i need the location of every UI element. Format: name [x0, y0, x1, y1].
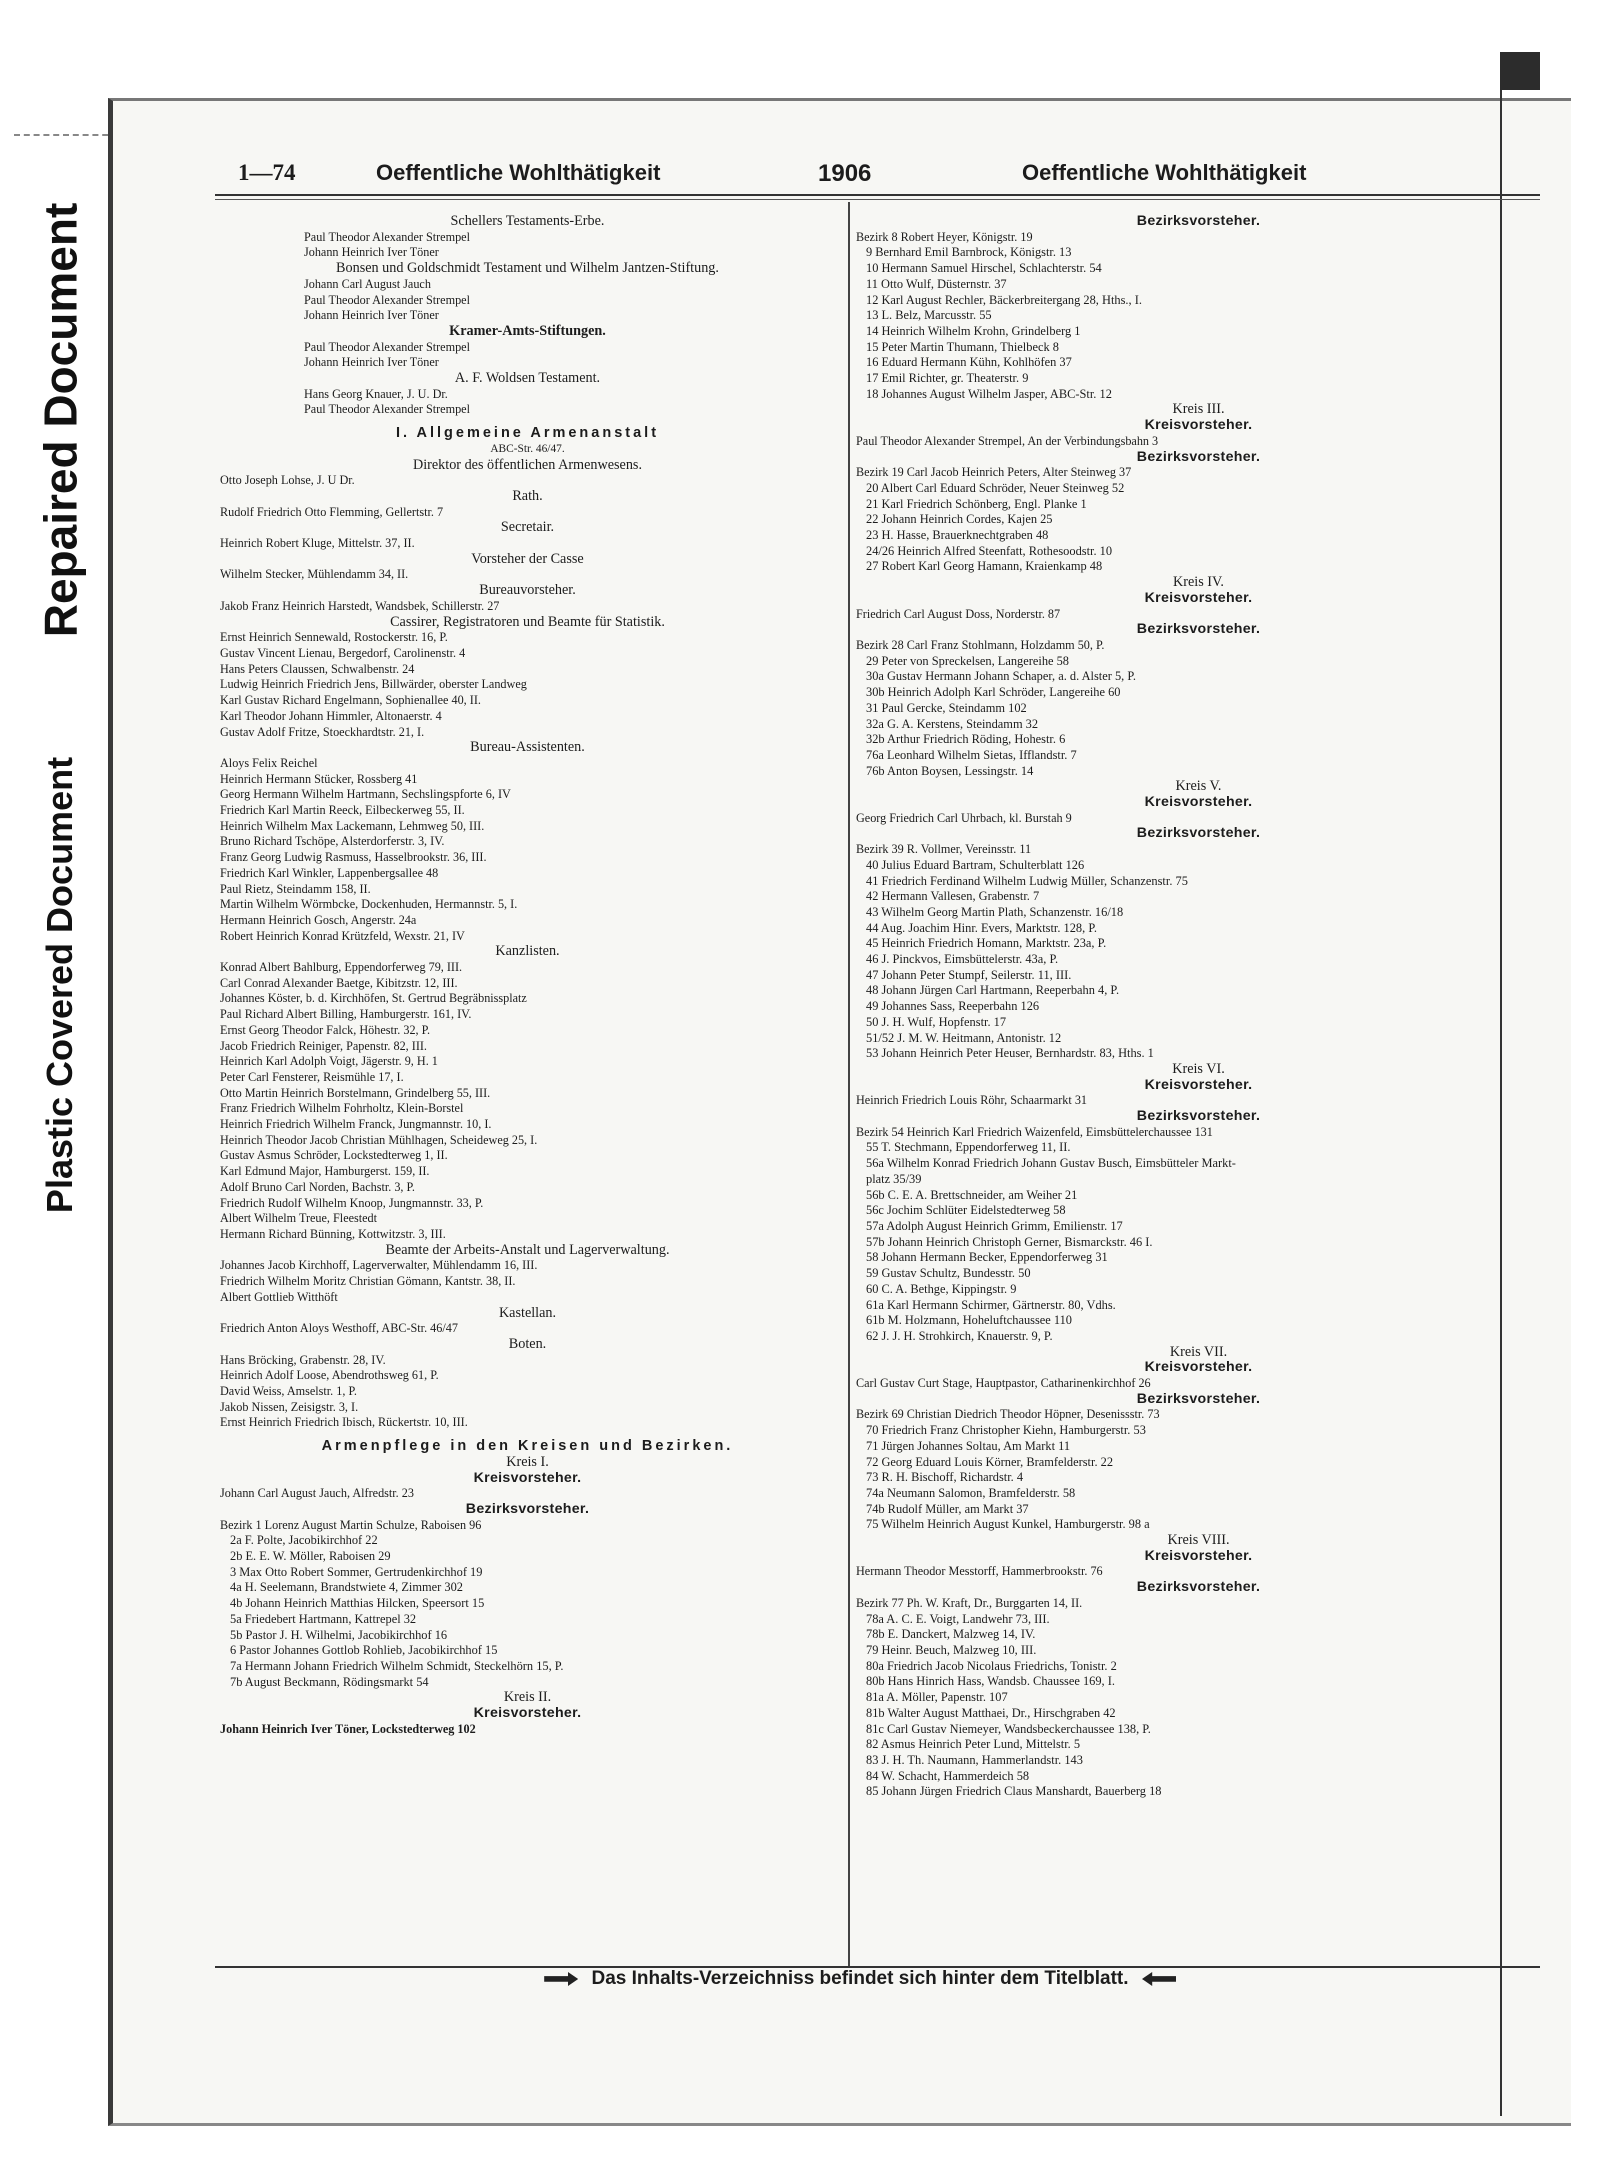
list-entry: 7b August Beckmann, Rödingsmarkt 54 — [230, 1674, 429, 1689]
list-entry: Hermann Theodor Messtorff, Hammerbrookstr. 76 — [856, 1564, 1103, 1579]
list-entry: 16 Eduard Hermann Kühn, Kohlhöfen 37 — [866, 355, 1072, 370]
list-entry: 12 Karl August Rechler, Bäckerbreitergang 28, Hths., I. — [866, 292, 1142, 307]
section-heading: Kreis V. — [1175, 779, 1222, 795]
list-entry: Heinrich Theodor Jacob Christian Mühlhagen, Scheideweg 25, I. — [220, 1132, 538, 1147]
list-entry: Karl Theodor Johann Himmler, Altonaerstr. 4 — [220, 708, 442, 723]
dashed-edge-line — [14, 134, 118, 136]
list-entry: Paul Theodor Alexander Strempel — [304, 229, 470, 244]
section-heading: Kreis VII. — [1169, 1344, 1228, 1360]
list-entry: Johann Heinrich Iver Töner — [304, 245, 439, 260]
section-heading: Bezirksvorsteher. — [1136, 1580, 1261, 1596]
list-entry: Friedrich Rudolf Wilhelm Knoop, Jungmannstr. 33, P. — [220, 1195, 484, 1210]
section-heading: Direktor des öffentlichen Armenwesens. — [412, 457, 643, 473]
list-entry: 4a H. Seelemann, Brandstwiete 4, Zimmer 302 — [230, 1580, 463, 1595]
section-heading: Boten. — [508, 1336, 547, 1352]
list-entry: Georg Hermann Wilhelm Hartmann, Sechslingspforte 6, IV — [220, 787, 511, 802]
section-heading: Kastellan. — [498, 1305, 557, 1321]
footer-text: Das Inhalts-Verzeichniss befindet sich hinter dem Titelblatt. — [591, 1968, 1129, 1989]
list-entry: 27 Robert Karl Georg Hamann, Kraienkamp 48 — [866, 559, 1103, 574]
section-heading: Bezirksvorsteher. — [1136, 214, 1261, 229]
list-entry: 4b Johann Heinrich Matthias Hilcken, Speersort 15 — [230, 1596, 485, 1611]
list-entry: 59 Gustav Schultz, Bundesstr. 50 — [866, 1266, 1031, 1281]
list-entry: Franz Georg Ludwig Rasmuss, Hasselbrookstr. 36, III. — [220, 850, 487, 865]
list-entry: 71 Jürgen Johannes Soltau, Am Markt 11 — [866, 1438, 1071, 1453]
list-entry: Hermann Heinrich Gosch, Angerstr. 24a — [220, 912, 417, 927]
list-entry: Gustav Asmus Schröder, Lockstedterweg 1, II. — [220, 1148, 448, 1163]
list-entry: 73 R. H. Bischoff, Richardstr. 4 — [866, 1470, 1024, 1485]
list-entry: 81b Walter August Matthaei, Dr., Hirschgraben 42 — [866, 1705, 1116, 1720]
list-entry: 10 Hermann Samuel Hirschel, Schlachterstr. 54 — [866, 261, 1102, 276]
list-entry: Friedrich Wilhelm Moritz Christian Gömann, Kantstr. 38, II. — [220, 1274, 516, 1289]
list-entry: 48 Johann Jürgen Carl Hartmann, Reeperbahn 4, P. — [866, 983, 1120, 998]
list-entry: 56c Jochim Schlüter Eidelstedterweg 58 — [866, 1203, 1066, 1218]
list-entry: Johann Heinrich Iver Töner, Lockstedterweg 102 — [220, 1721, 476, 1736]
list-entry: 70 Friedrich Franz Christopher Kiehn, Hamburgerstr. 53 — [866, 1423, 1146, 1438]
list-entry: ABC-Str. 46/47. — [490, 442, 565, 455]
footer-note — [470, 1968, 1250, 1990]
list-entry: Ernst Georg Theodor Falck, Höhestr. 32, P. — [220, 1022, 431, 1037]
list-entry: 44 Aug. Joachim Hinr. Evers, Marktstr. 128, P. — [866, 920, 1097, 935]
list-entry: 45 Heinrich Friedrich Homann, Marktstr. 23a, P. — [866, 936, 1107, 951]
left-column — [220, 214, 835, 1738]
list-entry: 3 Max Otto Robert Sommer, Gertrudenkirchhof 19 — [230, 1564, 483, 1579]
list-entry: Jacob Friedrich Reiniger, Papenstr. 82, III. — [220, 1038, 427, 1053]
list-entry: 81a A. Möller, Papenstr. 107 — [866, 1690, 1008, 1705]
list-entry: 80a Friedrich Jacob Nicolaus Friedrichs, Tonistr. 2 — [866, 1658, 1117, 1673]
list-entry: 6 Pastor Johannes Gottlob Rohlieb, Jacobikirchhof 15 — [230, 1643, 498, 1658]
list-entry: 20 Albert Carl Eduard Schröder, Neuer Steinweg 52 — [866, 480, 1125, 495]
list-entry: 82 Asmus Heinrich Peter Lund, Mittelstr. 5 — [866, 1737, 1081, 1752]
list-entry: 2b E. E. W. Möller, Raboisen 29 — [230, 1549, 391, 1564]
list-entry: Bezirk 39 R. Vollmer, Vereinsstr. 11 — [856, 842, 1032, 857]
list-entry: Johann Heinrich Iver Töner — [304, 308, 439, 323]
list-entry: Carl Conrad Alexander Baetge, Kibitzstr. 12, III. — [220, 975, 458, 990]
list-entry: Johannes Jacob Kirchhoff, Lagerverwalter, Mühlendamm 16, III. — [220, 1258, 538, 1273]
page-number: 1—74 — [238, 160, 296, 185]
plastic-covered-label: Plastic Covered Document — [39, 756, 81, 1214]
section-heading: Beamte der Arbeits-Anstalt und Lagerverwaltung. — [385, 1242, 670, 1258]
list-entry: Heinrich Karl Adolph Voigt, Jägerstr. 9, H. 1 — [220, 1054, 438, 1069]
list-entry: Robert Heinrich Konrad Krützfeld, Wexstr. 21, IV — [220, 928, 465, 943]
section-heading: Kreis III. — [1172, 402, 1225, 418]
section-heading: Kramer-Amts-Stiftungen. — [449, 323, 606, 339]
header-rule-thin — [215, 199, 1540, 200]
section-heading: Kreisvorsteher. — [1144, 795, 1253, 811]
list-entry: 40 Julius Eduard Bartram, Schulterblatt 126 — [866, 857, 1085, 872]
list-entry: Jakob Franz Heinrich Harstedt, Wandsbek, Schillerstr. 27 — [220, 598, 500, 613]
list-entry: 5a Friedebert Hartmann, Kattrepel 32 — [230, 1611, 417, 1626]
list-entry: Karl Edmund Major, Hamburgerst. 159, II. — [220, 1164, 430, 1179]
list-entry: Jakob Nissen, Zeisigstr. 3, I. — [220, 1399, 359, 1414]
section-heading: Kreis I. — [506, 1454, 549, 1470]
section-heading: Bezirksvorsteher. — [1136, 622, 1261, 638]
list-entry: Hermann Richard Bünning, Kottwitzstr. 3, III. — [220, 1227, 446, 1241]
list-entry: 24/26 Heinrich Alfred Steenfatt, Rothesoodstr. 10 — [866, 543, 1113, 558]
section-heading: Schellers Testaments-Erbe. — [450, 214, 605, 229]
list-entry: Friedrich Carl August Doss, Norderstr. 87 — [856, 606, 1061, 621]
list-entry: 79 Heinr. Beuch, Malzweg 10, III. — [866, 1642, 1037, 1657]
section-heading: Kreisvorsteher. — [1144, 418, 1253, 434]
section-heading: Bezirksvorsteher. — [1136, 1391, 1261, 1407]
list-entry: 17 Emil Richter, gr. Theaterstr. 9 — [866, 371, 1029, 386]
list-entry: 74b Rudolf Müller, am Markt 37 — [866, 1501, 1029, 1516]
list-entry: Albert Wilhelm Treue, Fleestedt — [220, 1211, 378, 1226]
list-entry: Martin Wilhelm Wörmbcke, Dockenhuden, Hermannstr. 5, I. — [220, 897, 518, 912]
list-entry: 53 Johann Heinrich Peter Heuser, Bernhardstr. 83, Hths. 1 — [866, 1046, 1154, 1061]
list-entry: Johann Carl August Jauch, Alfredstr. 23 — [220, 1486, 414, 1501]
section-heading: Cassirer, Registratoren und Beamte für Statistik. — [390, 614, 665, 630]
list-entry: Hans Georg Knauer, J. U. Dr. — [304, 386, 448, 401]
list-entry: 81c Carl Gustav Niemeyer, Wandsbeckerchaussee 138, P. — [866, 1721, 1151, 1736]
list-entry: Ludwig Heinrich Friedrich Jens, Billwärder, oberster Landweg — [220, 677, 527, 692]
list-entry: 51/52 J. M. W. Heitmann, Antonistr. 12 — [866, 1030, 1062, 1045]
list-entry: David Weiss, Amselstr. 1, P. — [220, 1384, 357, 1399]
section-heading: Bureau-Assistenten. — [470, 740, 585, 756]
list-entry: 60 C. A. Bethge, Kippingstr. 9 — [866, 1281, 1017, 1296]
list-entry: 72 Georg Eduard Louis Körner, Bramfelderstr. 22 — [866, 1454, 1114, 1469]
list-entry: Friedrich Anton Aloys Westhoff, ABC-Str. 46/47 — [220, 1321, 458, 1336]
list-entry: 42 Hermann Vallesen, Grabenstr. 7 — [866, 889, 1040, 904]
list-entry: 18 Johannes August Wilhelm Jasper, ABC-Str. 12 — [866, 386, 1112, 401]
list-entry: 47 Johann Peter Stumpf, Seilerstr. 11, III. — [866, 967, 1072, 982]
plastic-covered-tab — [0, 705, 120, 1265]
section-heading: Bonsen und Goldschmidt Testament und Wilhelm Jantzen-Stiftung. — [336, 261, 719, 277]
list-entry: Bezirk 77 Ph. W. Kraft, Dr., Burggarten 14, II. — [856, 1595, 1083, 1610]
section-heading: I. Allgemeine Armenanstalt — [395, 426, 660, 442]
list-entry: 11 Otto Wulf, Düsternstr. 37 — [866, 276, 1007, 291]
column-divider — [848, 202, 850, 1966]
list-entry: Otto Joseph Lohse, J. U Dr. — [220, 473, 355, 488]
list-entry: Heinrich Wilhelm Max Lackemann, Lehmweg 50, III. — [220, 818, 485, 833]
list-entry: 57b Johann Heinrich Christoph Gerner, Bismarckstr. 46 I. — [866, 1234, 1153, 1249]
list-entry: 58 Johann Hermann Becker, Eppendorferweg 31 — [866, 1250, 1108, 1265]
pointing-hand-icon — [544, 1972, 578, 1986]
list-entry: 84 W. Schacht, Hammerdeich 58 — [866, 1768, 1030, 1783]
section-heading: Kreisvorsteher. — [1144, 590, 1253, 606]
list-entry: Georg Friedrich Carl Uhrbach, kl. Burstah 9 — [856, 810, 1072, 825]
list-entry: Bezirk 8 Robert Heyer, Königstr. 19 — [856, 229, 1033, 244]
section-heading: Kreisvorsteher. — [473, 1706, 582, 1722]
list-entry: 23 H. Hasse, Brauerknechtgraben 48 — [866, 528, 1049, 543]
list-entry: 15 Peter Martin Thumann, Thielbeck 8 — [866, 339, 1059, 354]
list-entry: Heinrich Adolf Loose, Abendrothsweg 61, P. — [220, 1368, 439, 1383]
list-entry: 56a Wilhelm Konrad Friedrich Johann Gustav Busch, Eimsbütteler Markt- — [866, 1156, 1236, 1171]
list-entry: Paul Theodor Alexander Strempel — [304, 402, 470, 417]
list-entry: Paul Rietz, Steindamm 158, II. — [220, 881, 371, 896]
list-entry: 43 Wilhelm Georg Martin Plath, Schanzenstr. 16/18 — [866, 904, 1124, 919]
pointing-hand-icon — [1142, 1972, 1176, 1986]
list-entry: 41 Friedrich Ferdinand Wilhelm Ludwig Müller, Schanzenstr. 75 — [866, 873, 1188, 888]
list-entry: Friedrich Karl Martin Reeck, Eilbeckerweg 55, II. — [220, 803, 465, 818]
list-entry: Franz Friedrich Wilhelm Fohrholtz, Klein-Borstel — [220, 1101, 464, 1116]
list-entry: 29 Peter von Spreckelsen, Langereihe 58 — [866, 653, 1069, 668]
header-year: 1906 — [818, 160, 872, 187]
list-entry: 74a Neumann Salomon, Bramfelderstr. 58 — [866, 1485, 1076, 1500]
list-entry: Otto Martin Heinrich Borstelmann, Grindelberg 55, III. — [220, 1085, 491, 1100]
list-entry: 76b Anton Boysen, Lessingstr. 14 — [866, 763, 1034, 778]
repaired-document-label: Repaired Document — [34, 202, 86, 638]
list-entry: Ernst Heinrich Friedrich Ibisch, Rückertstr. 10, III. — [220, 1415, 468, 1430]
list-entry: 13 L. Belz, Marcusstr. 55 — [866, 308, 992, 323]
section-heading: A. F. Woldsen Testament. — [454, 371, 601, 387]
list-entry: 55 T. Stechmann, Eppendorferweg 11, II. — [866, 1140, 1071, 1155]
list-entry: 2a F. Polte, Jacobikirchhof 22 — [230, 1533, 378, 1548]
list-entry: 30a Gustav Hermann Johann Schaper, a. d. Alster 5, P. — [866, 669, 1136, 684]
list-entry: Aloys Felix Reichel — [220, 755, 318, 770]
list-entry: Peter Carl Fensterer, Reismühle 17, I. — [220, 1069, 404, 1084]
list-entry: Gustav Adolf Fritze, Stoeckhardtstr. 21, I. — [220, 724, 425, 739]
list-entry: 57a Adolph August Heinrich Grimm, Emilienstr. 17 — [866, 1219, 1123, 1233]
list-entry: Gustav Vincent Lienau, Bergedorf, Carolinenstr. 4 — [220, 645, 466, 660]
corner-block — [1500, 52, 1540, 90]
list-entry: Bezirk 19 Carl Jacob Heinrich Peters, Alter Steinweg 37 — [856, 465, 1132, 480]
list-entry: 85 Johann Jürgen Friedrich Claus Manshardt, Bauerberg 18 — [866, 1784, 1162, 1799]
list-entry: 22 Johann Heinrich Cordes, Kajen 25 — [866, 512, 1053, 527]
list-entry: Heinrich Robert Kluge, Mittelstr. 37, II. — [220, 536, 415, 551]
list-entry: Rudolf Friedrich Otto Flemming, Gellertstr. 7 — [220, 504, 444, 519]
list-entry: 80b Hans Hinrich Hass, Wandsb. Chaussee 169, I. — [866, 1674, 1115, 1689]
list-entry: platz 35/39 — [866, 1171, 922, 1186]
list-entry: Hans Bröcking, Grabenstr. 28, IV. — [220, 1352, 386, 1367]
section-heading: Vorsteher der Casse — [471, 551, 584, 567]
list-entry: Wilhelm Stecker, Mühlendamm 34, II. — [220, 567, 409, 582]
list-entry: Heinrich Friedrich Louis Röhr, Schaarmarkt 31 — [856, 1093, 1088, 1108]
list-entry: Paul Theodor Alexander Strempel, An der Verbindungsbahn 3 — [856, 433, 1159, 448]
list-entry: Paul Theodor Alexander Strempel — [304, 292, 470, 307]
list-entry: 61a Karl Hermann Schirmer, Gärtnerstr. 80, Vdhs. — [866, 1297, 1116, 1312]
section-heading: Kreis IV. — [1173, 575, 1224, 591]
list-entry: 75 Wilhelm Heinrich August Kunkel, Hamburgerstr. 98 a — [866, 1517, 1150, 1532]
list-entry: Bruno Richard Tschöpe, Alsterdorferstr. 3, IV. — [220, 834, 445, 849]
list-entry: 32b Arthur Friedrich Röding, Hohestr. 6 — [866, 732, 1066, 747]
list-entry: 46 J. Pinckvos, Eimsbüttelerstr. 43a, P. — [866, 952, 1059, 967]
list-entry: 21 Karl Friedrich Schönberg, Engl. Planke 1 — [866, 496, 1087, 511]
header-rule — [215, 194, 1540, 196]
list-entry: Konrad Albert Bahlburg, Eppendorferweg 79, III. — [220, 960, 463, 975]
list-entry: 56b C. E. A. Brettschneider, am Weiher 21 — [866, 1187, 1078, 1202]
section-heading: Kanzlisten. — [495, 944, 560, 960]
header-right-title: Oeffentliche Wohlthätigkeit — [1022, 160, 1307, 185]
section-heading: Bezirksvorsteher. — [1136, 449, 1261, 465]
list-entry: Carl Gustav Curt Stage, Hauptpastor, Catharinenkirchhof 26 — [856, 1376, 1151, 1391]
list-entry: 62 J. J. H. Strohkirch, Knauerstr. 9, P. — [866, 1328, 1053, 1343]
list-entry: 14 Heinrich Wilhelm Krohn, Grindelberg 1 — [866, 323, 1081, 338]
section-heading: Kreis II. — [503, 1690, 552, 1706]
list-entry: Albert Gottlieb Witthöft — [220, 1289, 338, 1304]
section-heading: Secretair. — [500, 520, 555, 536]
section-heading: Armenpflege in den Kreisen und Bezirken. — [321, 1439, 734, 1455]
list-entry: 9 Bernhard Emil Barnbrock, Königstr. 13 — [866, 245, 1072, 260]
section-heading: Bureauvorsteher. — [479, 583, 576, 599]
list-entry: Ernst Heinrich Sennewald, Rostockerstr. 16, P. — [220, 630, 448, 645]
list-entry: Hans Peters Claussen, Schwalbenstr. 24 — [220, 661, 415, 676]
list-entry: Karl Gustav Richard Engelmann, Sophienallee 40, II. — [220, 693, 481, 708]
section-heading: Bezirksvorsteher. — [1136, 826, 1261, 842]
list-entry: Heinrich Friedrich Wilhelm Franck, Jungmannstr. 10, I. — [220, 1117, 492, 1132]
section-heading: Kreis VI. — [1172, 1061, 1225, 1077]
list-entry: Johannes Köster, b. d. Kirchhöfen, St. Gertrud Begräbnissplatz — [220, 991, 527, 1006]
list-entry: Heinrich Hermann Stücker, Rossberg 41 — [220, 771, 418, 786]
list-entry: 50 J. H. Wulf, Hopfenstr. 17 — [866, 1014, 1007, 1029]
section-heading: Kreisvorsteher. — [1144, 1548, 1253, 1564]
list-entry: Adolf Bruno Carl Norden, Bachstr. 3, P. — [220, 1179, 415, 1194]
list-entry: 78a A. C. E. Voigt, Landwehr 73, III. — [866, 1611, 1050, 1626]
section-heading: Kreis VIII. — [1167, 1533, 1230, 1549]
list-entry: Bezirk 28 Carl Franz Stohlmann, Holzdamm 50, P. — [856, 637, 1105, 652]
list-entry: Johann Carl August Jauch — [304, 276, 431, 291]
list-entry: 31 Paul Gercke, Steindamm 102 — [866, 700, 1027, 715]
list-entry: 76a Leonhard Wilhelm Sietas, Ifflandstr. 7 — [866, 747, 1077, 762]
list-entry: Bezirk 1 Lorenz August Martin Schulze, Raboisen 96 — [220, 1517, 482, 1532]
repaired-document-tab — [0, 150, 120, 690]
section-heading: Rath. — [512, 488, 543, 504]
list-entry: Bezirk 54 Heinrich Karl Friedrich Waizenfeld, Eimsbüttelerchaussee 131 — [856, 1124, 1213, 1139]
list-entry: 30b Heinrich Adolph Karl Schröder, Langereihe 60 — [866, 685, 1121, 700]
section-heading: Kreisvorsteher. — [1144, 1077, 1253, 1093]
section-heading: Kreisvorsteher. — [1144, 1360, 1253, 1376]
list-entry: 32a G. A. Kerstens, Steindamm 32 — [866, 716, 1039, 731]
list-entry: Paul Theodor Alexander Strempel — [304, 339, 470, 354]
list-entry: Johann Heinrich Iver Töner — [304, 355, 439, 370]
list-entry: Friedrich Karl Winkler, Lappenbergsallee 48 — [220, 865, 439, 880]
section-heading: Kreisvorsteher. — [473, 1470, 582, 1486]
list-entry: 7a Hermann Johann Friedrich Wilhelm Schmidt, Steckelhörn 15, P. — [230, 1658, 564, 1673]
section-heading: Bezirksvorsteher. — [465, 1501, 590, 1517]
list-entry: 83 J. H. Th. Naumann, Hammerlandstr. 143 — [866, 1752, 1083, 1767]
list-entry: Bezirk 69 Christian Diedrich Theodor Höpner, Desenissstr. 73 — [856, 1407, 1160, 1422]
right-column — [856, 214, 1541, 1800]
list-entry: 49 Johannes Sass, Reeperbahn 126 — [866, 999, 1040, 1014]
list-entry: 78b E. Danckert, Malzweg 14, IV. — [866, 1627, 1036, 1642]
header-left-title: Oeffentliche Wohlthätigkeit — [376, 160, 661, 185]
list-entry: 5b Pastor J. H. Wilhelmi, Jacobikirchhof 16 — [230, 1627, 448, 1642]
section-heading: Bezirksvorsteher. — [1136, 1109, 1261, 1125]
list-entry: Paul Richard Albert Billing, Hamburgerstr. 161, IV. — [220, 1007, 472, 1022]
list-entry: 61b M. Holzmann, Hoheluftchaussee 110 — [866, 1313, 1073, 1328]
